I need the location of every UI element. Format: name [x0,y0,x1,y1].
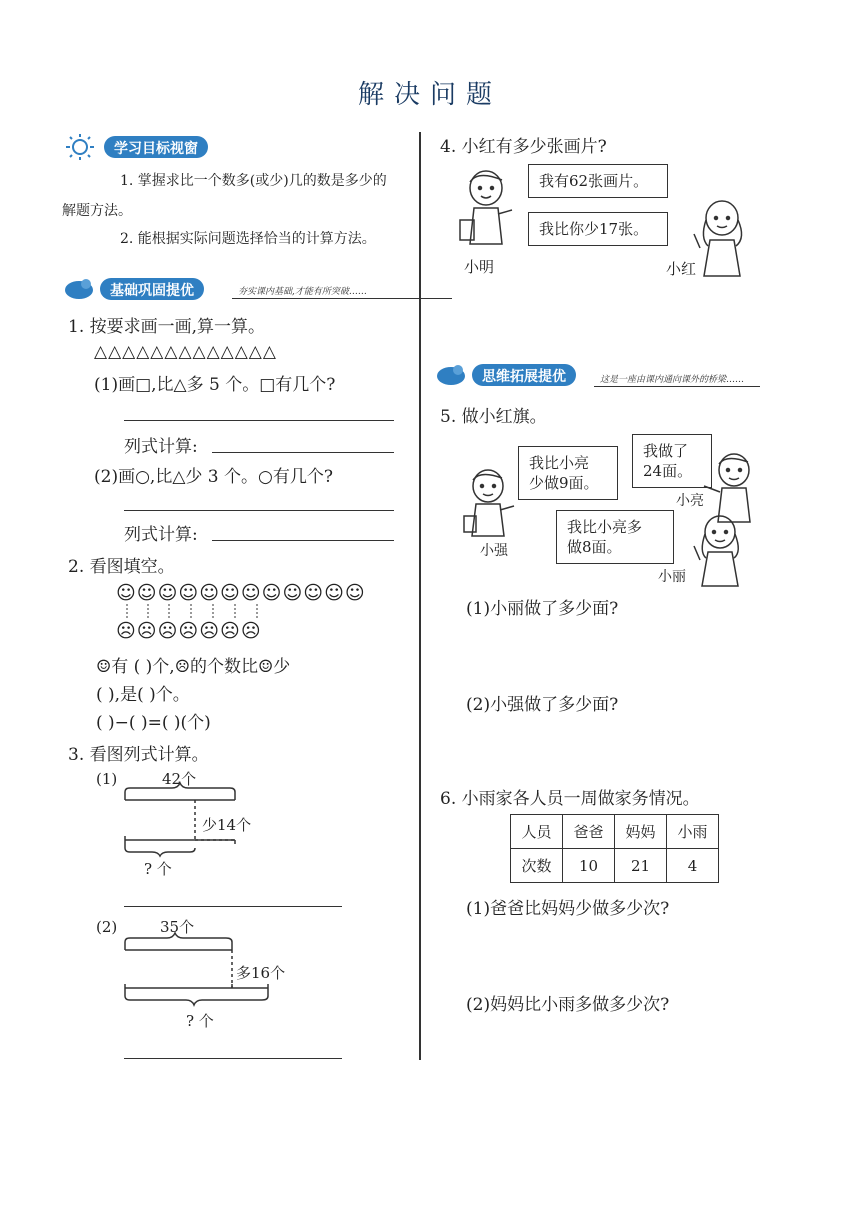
q3-p1-answer-line[interactable] [124,906,342,907]
q3-p2-top-label: 35个 [160,918,195,936]
q5-name-xiaoliang: 小亮 [676,493,704,509]
mascot-icon [434,360,468,388]
extension-banner-subtitle: 这是一座由课内通向课外的桥梁…… [600,375,745,385]
table-header-cell: 小雨 [667,815,719,849]
boy-xiaoming-illustration [458,168,518,248]
table-cell: 21 [615,849,667,883]
q2-stem: 2. 看图填空。 [68,557,175,577]
q5-part1: (1)小丽做了多少面? [466,599,619,619]
sun-icon [62,132,98,162]
q3-p2-question-label: ? 个 [186,1012,214,1030]
q1-draw-line-1 [124,420,394,421]
q5-bubble-xiaoqiang-line2: 少做9面。 [529,474,599,492]
q6-part1: (1)爸爸比妈妈少做多少次? [466,899,670,919]
q1-part1: (1)画□,比△多 5 个。□有几个? [94,375,336,395]
extension-banner-label: 思维拓展提优 [472,364,576,386]
q1-formula-label-1: 列式计算: [124,437,198,457]
table-header-row [511,815,719,849]
girl-xiaoli-illustration [690,514,750,590]
q2-smile-row: ☺☺☺☺☺☺☺☺☺☺☺☺ [116,582,366,604]
q5-bubble-xiaoqiang [518,446,618,500]
q5-stem: 5. 做小红旗。 [440,407,547,427]
q4-name-xiaohong: 小红 [666,260,697,278]
basic-banner [62,276,392,302]
q3-p2-diff-label: 多16个 [236,964,286,982]
q2-fill-line-2: ( ),是( )个。 [96,685,190,705]
q1-answer-line-1[interactable] [212,452,394,453]
q3-stem: 3. 看图列式计算。 [68,745,209,765]
girl-xiaohong-illustration [690,198,754,278]
q5-bubble-xiaoliang-line2: 24面。 [643,462,693,480]
boy-xiaoqiang-illustration [462,468,522,538]
q4-bubble-xiaohong: 我比你少17张。 [528,212,668,246]
table-header-cell: 妈妈 [615,815,667,849]
q5-part2: (2)小强做了多少面? [466,695,619,715]
basic-banner-subtitle: 夯实课内基础,才能有所突破…… [238,287,367,297]
goal-item-2: 2. 能根据实际问题选择恰当的计算方法。 [120,231,376,247]
mascot-icon [62,274,96,302]
extension-banner [434,362,764,388]
q5-bubble-xiaoli-line1: 我比小亮多 [567,518,643,536]
table-header-cell: 爸爸 [563,815,615,849]
q1-part2: (2)画○,比△少 3 个。○有几个? [94,467,333,487]
goals-banner [62,134,262,160]
q2-fill-line-1: ☺有 ( )个,☹的个数比☺少 [96,657,291,677]
q3-p1-label: (1) [96,770,118,788]
basic-banner-label: 基础巩固提优 [100,278,204,300]
q1-triangles: △△△△△△△△△△△△△ [94,342,277,362]
basic-banner-rule [232,298,452,299]
q5-name-xiaoqiang: 小强 [480,543,508,559]
page-title: 解决问题 [357,80,502,110]
goal-item-1: 1. 掌握求比一个数多(或少)几的数是多少的 [120,173,387,189]
q5-name-xiaoli: 小丽 [658,569,686,585]
q3-p2-label: (2) [96,918,118,936]
q2-frown-row: ☹☹☹☹☹☹☹ [116,620,262,642]
q1-answer-line-2[interactable] [212,540,394,541]
q3-p2-answer-line[interactable] [124,1058,342,1059]
q5-bubble-xiaoliang-line1: 我做了 [643,442,689,460]
column-divider [419,132,421,1060]
goals-banner-label: 学习目标视窗 [104,136,208,158]
table-row [511,849,719,883]
q1-stem: 1. 按要求画一画,算一算。 [68,317,266,337]
goal-item-1-cont: 解题方法。 [62,203,132,219]
q1-formula-label-2: 列式计算: [124,525,198,545]
q3-p1-diff-label: 少14个 [202,816,252,834]
q6-part2: (2)妈妈比小雨多做多少次? [466,995,670,1015]
q4-bubble-xiaoming: 我有62张画片。 [528,164,668,198]
extension-banner-rule [594,386,760,387]
q4-stem: 4. 小红有多少张画片? [440,137,607,157]
table-cell: 4 [667,849,719,883]
q3-p1-top-label: 42个 [162,770,197,788]
table-header-cell: 人员 [511,815,563,849]
q5-bubble-xiaoli [556,510,674,564]
q3-p1-question-label: ? 个 [144,860,172,878]
table-cell: 10 [563,849,615,883]
q5-bubble-xiaoqiang-line1: 我比小亮 [529,454,590,472]
q6-stem: 6. 小雨家各人员一周做家务情况。 [440,789,700,809]
q1-draw-line-2 [124,510,394,511]
table-row-label: 次数 [511,849,563,883]
q6-chores-table [510,814,719,883]
q2-fill-line-3: ( )−( )=( )(个) [96,713,211,733]
q5-bubble-xiaoli-line2: 做8面。 [567,538,622,556]
q4-name-xiaoming: 小明 [464,258,495,276]
